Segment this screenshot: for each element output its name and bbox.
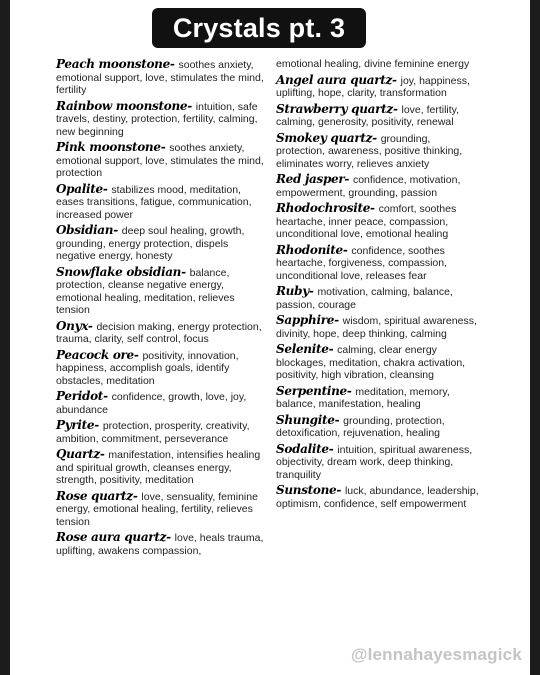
right-column	[276, 58, 482, 513]
name-dash: -	[328, 441, 338, 456]
crystal-properties: luck, abundance, leadership, optimism, confidence, self empowerment	[276, 485, 479, 510]
crystal-entry	[276, 202, 482, 241]
crystal-name: Rose quartz	[56, 488, 133, 503]
name-dash: -	[103, 389, 112, 403]
name-dash: -	[181, 264, 190, 279]
crystal-properties: confidence, growth, love, joy, abundance	[56, 391, 247, 416]
right-frame-border	[530, 0, 540, 675]
left-column	[56, 58, 268, 560]
crystal-entry	[56, 320, 268, 346]
crystal-properties: motivation, calming, balance, passion, courage	[276, 286, 453, 311]
crystal-name: Strawberry quartz	[276, 101, 393, 116]
crystal-entry	[276, 484, 482, 510]
crystal-entry	[56, 58, 268, 97]
name-dash: -	[87, 318, 97, 333]
name-dash: -	[370, 201, 379, 215]
name-dash: -	[102, 181, 112, 196]
crystal-name: Red jasper	[276, 172, 345, 186]
crystal-name: Pink moonstone	[56, 140, 161, 154]
crystal-properties: positivity, innovation, happiness, accomplish goals, identify obstacles, meditation	[56, 349, 239, 387]
crystal-name: Obsidian	[56, 223, 114, 237]
crystal-entry	[276, 285, 482, 311]
crystal-name: Sunstone	[276, 483, 337, 497]
crystal-entry	[56, 141, 268, 180]
crystal-entry	[276, 414, 482, 440]
name-dash: -	[308, 284, 318, 298]
crystal-entry	[56, 349, 268, 388]
crystal-entry	[56, 419, 268, 445]
crystal-properties: love, fertility, calming, generosity, positivity, renewal	[276, 103, 460, 128]
crystal-properties: deep soul healing, growth, grounding, energy protection, dispels negative energy, honesty	[56, 225, 245, 262]
crystal-properties: manifestation, intensifies healing and spiritual growth, cleanses energy, strength, positivity, meditation	[56, 449, 261, 486]
crystal-name: Pyrite	[56, 418, 95, 432]
crystal-entry	[276, 244, 482, 283]
crystal-properties: balance, protection, cleanse negative energy, emotional healing, meditation, relieves tension	[56, 266, 235, 316]
crystal-properties: intuition, spiritual awareness, objectivity, dream work, deep thinking, tranquility	[276, 443, 473, 481]
name-dash: -	[160, 140, 170, 154]
name-dash: -	[336, 483, 345, 497]
crystal-name: Onyx	[56, 318, 88, 333]
crystal-properties: meditation, memory, balance, manifestation, healing	[276, 385, 450, 410]
crystal-entry	[56, 266, 268, 317]
continued-text: emotional healing, divine feminine energy	[276, 58, 470, 70]
name-dash: -	[187, 98, 196, 113]
crystal-entry	[56, 490, 268, 529]
crystal-properties: soothes anxiety, emotional support, love, stimulates the mind, protection	[56, 142, 264, 179]
crystal-name: Peridot	[56, 389, 104, 403]
crystal-properties: love, sensuality, feminine energy, emotional healing, fertility, relieves tension	[56, 490, 258, 528]
crystal-entry	[276, 173, 482, 199]
crystal-name: Rainbow moonstone	[56, 98, 188, 113]
name-dash: -	[392, 101, 402, 116]
page-title: Crystals pt. 3	[152, 8, 366, 48]
crystal-entry	[276, 103, 482, 129]
crystal-properties: love, heals trauma, uplifting, awakens compassion,	[56, 532, 264, 557]
name-dash: -	[346, 383, 356, 398]
crystal-properties: grounding, protection, detoxification, rejuvenation, healing	[276, 414, 445, 439]
crystal-properties: joy, happiness, uplifting, hope, clarity, transformation	[276, 74, 470, 99]
name-dash: -	[372, 130, 381, 145]
name-dash: -	[392, 72, 401, 87]
crystal-entry	[276, 132, 482, 171]
crystal-name: Ruby	[276, 284, 309, 298]
crystal-name: Quartz	[56, 447, 100, 461]
crystal-properties: soothes anxiety, emotional support, love, stimulates the mind, fertility	[56, 59, 264, 96]
crystal-entry	[56, 448, 268, 487]
crystal-name: Serpentine	[276, 383, 347, 398]
crystal-name: Rose aura quartz	[56, 530, 167, 544]
crystal-properties: stabilizes mood, meditation, eases transitions, fatigue, communication, increased power	[56, 183, 252, 221]
name-dash: -	[99, 447, 109, 461]
crystal-entry	[276, 385, 482, 411]
name-dash: -	[334, 313, 343, 327]
crystal-properties: comfort, soothes heartache, inner peace, compassion, unconditional love, emotional healing	[276, 203, 457, 240]
crystal-entry	[56, 224, 268, 263]
crystal-properties: decision making, energy protection, trauma, clarity, self control, focus	[56, 320, 262, 345]
crystal-entry	[56, 390, 268, 416]
left-frame-border	[0, 0, 10, 675]
crystal-name: Rhodochrosite	[276, 201, 371, 215]
crystal-name: Angel aura quartz	[276, 72, 393, 87]
crystal-entry	[56, 183, 268, 222]
crystal-name: Shungite	[276, 412, 335, 427]
crystal-name: Snowflake obsidian	[56, 264, 182, 279]
crystal-properties: protection, prosperity, creativity, ambition, commitment, perseverance	[56, 420, 250, 445]
crystal-entry	[276, 443, 482, 482]
crystal-name: Smokey quartz	[276, 130, 373, 145]
watermark-handle: @lennahayesmagick	[350, 645, 522, 664]
crystal-properties: intuition, safe travels, destiny, protection, fertility, calming, new beginning	[56, 100, 258, 138]
crystal-entry	[56, 100, 268, 139]
name-dash: -	[342, 242, 352, 257]
crystal-name: Sapphire	[276, 313, 335, 327]
crystal-name: Peacock ore	[56, 347, 134, 362]
crystal-name: Peach moonstone	[56, 57, 170, 71]
crystal-properties: grounding, protection, awareness, positive thinking, eliminates worry, relieves anxiety	[276, 132, 463, 170]
crystal-entry	[276, 314, 482, 340]
name-dash: -	[133, 347, 143, 362]
crystal-properties: wisdom, spiritual awareness, divinity, hope, deep thinking, calming	[276, 315, 477, 340]
crystal-properties: confidence, soothes heartache, forgiveness, compassion, unconditional love, releases fear	[276, 244, 448, 282]
crystal-entry	[276, 74, 482, 100]
crystal-entry	[276, 343, 482, 382]
name-dash: -	[166, 530, 175, 544]
name-dash: -	[113, 223, 122, 237]
crystal-name: Rhodonite	[276, 242, 343, 257]
crystal-properties: calming, clear energy blockages, meditation, chakra activation, positivity, high vibration, cleansing	[276, 344, 466, 381]
name-dash: -	[94, 418, 103, 432]
name-dash: -	[328, 342, 338, 356]
name-dash: -	[132, 488, 142, 503]
crystal-properties: confidence, motivation, empowerment, grounding, passion	[276, 174, 461, 199]
crystal-name: Opalite	[56, 181, 103, 196]
crystal-name: Selenite	[276, 342, 329, 356]
crystal-entry	[56, 531, 268, 557]
name-dash: -	[334, 412, 344, 427]
crystal-name: Sodalite	[276, 441, 329, 456]
name-dash: -	[169, 57, 179, 71]
name-dash: -	[344, 172, 353, 186]
